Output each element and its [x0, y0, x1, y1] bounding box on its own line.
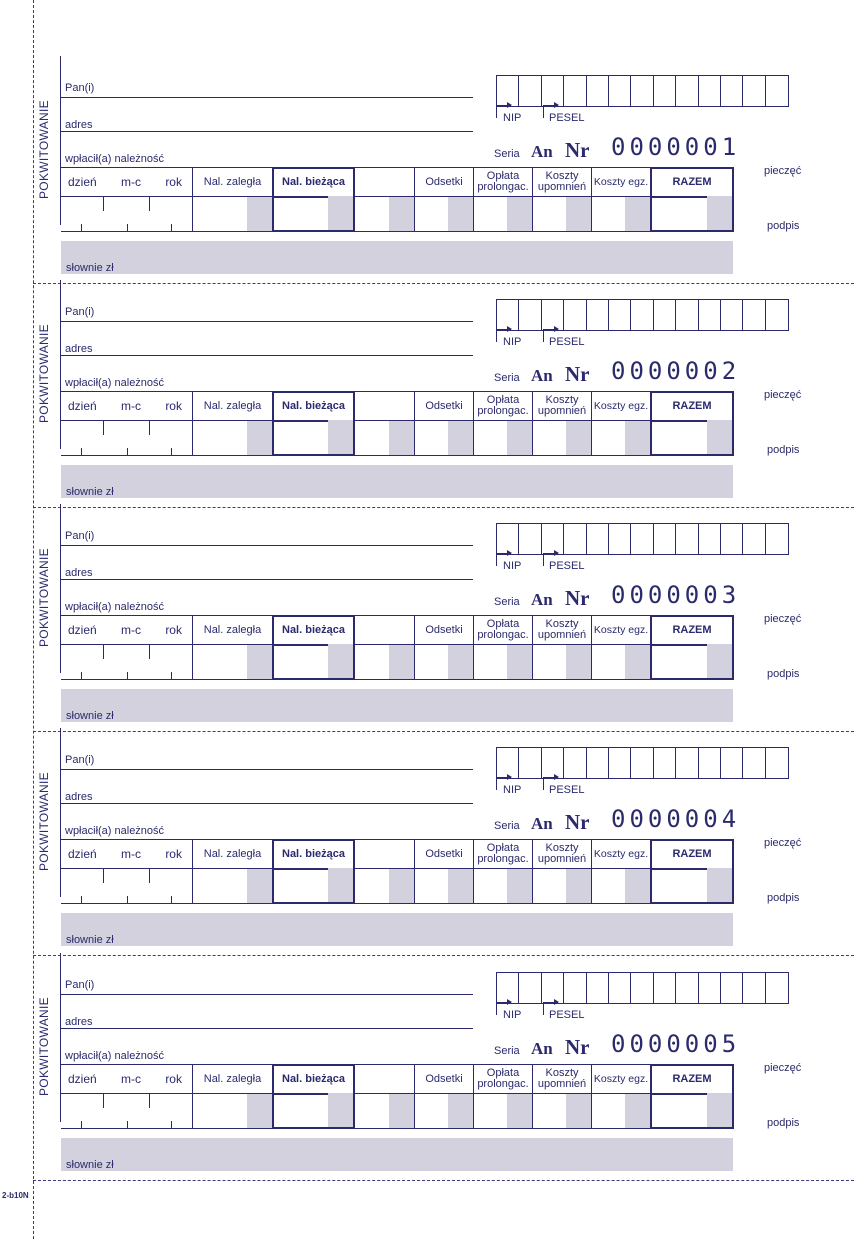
mc-label: m-c	[121, 846, 141, 861]
pesel-label: PESEL	[549, 336, 585, 348]
pesel-label: PESEL	[549, 784, 585, 796]
series-value: An	[531, 1039, 553, 1058]
seria-label: Seria	[494, 820, 520, 832]
dzien-label: dzień	[68, 846, 97, 861]
seria-label: Seria	[494, 596, 520, 608]
adres-field[interactable]	[61, 1028, 473, 1029]
nal-zalegla-cell[interactable]	[192, 167, 273, 232]
nip-pesel-grid[interactable]	[496, 523, 789, 555]
nip-pesel-grid[interactable]	[496, 299, 789, 331]
razem-cell[interactable]	[650, 391, 734, 456]
koszty-egz-label: Koszty egz.	[593, 623, 649, 636]
dzien-label: dzień	[68, 1071, 97, 1086]
receipt	[0, 0, 854, 274]
pesel-label: PESEL	[549, 112, 585, 124]
blank-cell[interactable]	[354, 167, 415, 232]
date-box[interactable]	[61, 615, 193, 680]
podpis-label: podpis	[767, 1117, 800, 1129]
blank-cell[interactable]	[354, 839, 415, 904]
koszty-egz-cell[interactable]	[591, 839, 651, 904]
pan-label: Pan(i)	[65, 82, 95, 94]
receipt-number: 0000005	[611, 1030, 741, 1058]
series-value: An	[531, 366, 553, 385]
pieczec-label: pieczęć	[764, 1062, 802, 1074]
date-tick	[81, 1121, 82, 1129]
pan-field[interactable]	[61, 769, 473, 770]
koszty-upomnien-label: Koszty upomnień	[537, 170, 587, 193]
series-value: An	[531, 814, 553, 833]
nal-biezaca-cell[interactable]	[272, 1064, 355, 1129]
receipt-title: POKWITOWANIE	[37, 997, 51, 1096]
nal-zalegla-cell[interactable]	[192, 1064, 273, 1129]
receipt-number: 0000004	[611, 805, 741, 833]
koszty-upomnien-cell[interactable]	[532, 167, 592, 232]
rok-label: rok	[165, 622, 182, 637]
nip-label: NIP	[503, 560, 522, 572]
nr-label: Nr	[565, 362, 590, 386]
rok-label: rok	[165, 1071, 182, 1086]
receipt	[0, 897, 854, 1171]
pan-field[interactable]	[61, 994, 473, 995]
receipt-number: 0000002	[611, 357, 741, 385]
adres-label: adres	[65, 567, 93, 579]
nip-label: NIP	[503, 112, 522, 124]
oplata-cell[interactable]	[473, 167, 533, 232]
pan-field[interactable]	[61, 97, 473, 98]
odsetki-cell[interactable]	[414, 1064, 474, 1129]
nr-label: Nr	[565, 138, 590, 162]
nal-biezaca-cell[interactable]	[272, 391, 355, 456]
odsetki-label: Odsetki	[425, 1072, 463, 1085]
koszty-egz-cell[interactable]	[591, 391, 651, 456]
odsetki-cell[interactable]	[414, 391, 474, 456]
odsetki-label: Odsetki	[425, 175, 463, 188]
slownie-label: słownie zł	[66, 1159, 114, 1171]
nip-pesel-grid[interactable]	[496, 75, 789, 107]
date-separator	[103, 421, 104, 435]
razem-label: RAZEM	[672, 624, 712, 636]
razem-cell[interactable]	[650, 839, 734, 904]
pan-field[interactable]	[61, 321, 473, 322]
nr-label: Nr	[565, 1035, 590, 1059]
nal-biezaca-label: Nal. bieżąca	[282, 1073, 345, 1085]
koszty-upomnien-cell[interactable]	[532, 1064, 592, 1129]
series-value: An	[531, 142, 553, 161]
podpis-label: podpis	[767, 444, 800, 456]
oplata-cell[interactable]	[473, 615, 533, 680]
date-tick	[127, 1121, 128, 1129]
koszty-egz-label: Koszty egz.	[593, 399, 649, 412]
nal-biezaca-label: Nal. bieżąca	[282, 848, 345, 860]
form-code: 2-b10N	[2, 1191, 29, 1200]
mc-label: m-c	[121, 398, 141, 413]
date-box[interactable]	[61, 391, 193, 456]
koszty-egz-label: Koszty egz.	[593, 175, 649, 188]
blank-cell[interactable]	[354, 615, 415, 680]
odsetki-label: Odsetki	[425, 623, 463, 636]
date-box[interactable]	[61, 1064, 193, 1129]
date-separator	[149, 197, 150, 211]
koszty-upomnien-cell[interactable]	[532, 839, 592, 904]
date-box[interactable]	[61, 167, 193, 232]
receipt-title: POKWITOWANIE	[37, 772, 51, 871]
odsetki-cell[interactable]	[414, 839, 474, 904]
adres-field[interactable]	[61, 803, 473, 804]
adres-label: adres	[65, 791, 93, 803]
blank-cell[interactable]	[354, 1064, 415, 1129]
mc-label: m-c	[121, 1071, 141, 1086]
razem-label: RAZEM	[672, 400, 712, 412]
nal-zalegla-label: Nal. zaległa	[203, 1072, 262, 1085]
oplata-label: Opłata prolongac.	[477, 618, 529, 641]
date-separator	[149, 645, 150, 659]
koszty-egz-label: Koszty egz.	[593, 1072, 649, 1085]
oplata-cell[interactable]	[473, 391, 533, 456]
oplata-cell[interactable]	[473, 839, 533, 904]
slownie-label: słownie zł	[66, 934, 114, 946]
mc-label: m-c	[121, 174, 141, 189]
razem-label: RAZEM	[672, 176, 712, 188]
date-separator	[149, 421, 150, 435]
receipt-number: 0000001	[611, 133, 741, 161]
oplata-label: Opłata prolongac.	[477, 842, 529, 865]
koszty-egz-label: Koszty egz.	[593, 847, 649, 860]
pieczec-label: pieczęć	[764, 613, 802, 625]
rok-label: rok	[165, 398, 182, 413]
podpis-label: podpis	[767, 668, 800, 680]
date-separator	[149, 869, 150, 883]
dzien-label: dzień	[68, 398, 97, 413]
odsetki-label: Odsetki	[425, 847, 463, 860]
receipt	[0, 448, 854, 722]
receipt-number: 0000003	[611, 581, 741, 609]
seria-label: Seria	[494, 372, 520, 384]
wplacil-label: wpłacił(a) należność	[65, 1050, 165, 1062]
nip-pesel-grid[interactable]	[496, 747, 789, 779]
receipt	[0, 672, 854, 946]
nip-label: NIP	[503, 1009, 522, 1021]
blank-cell[interactable]	[354, 391, 415, 456]
nal-biezaca-cell[interactable]	[272, 839, 355, 904]
adres-field[interactable]	[61, 355, 473, 356]
nal-zalegla-cell[interactable]	[192, 391, 273, 456]
koszty-upomnien-label: Koszty upomnień	[537, 842, 587, 865]
nal-zalegla-cell[interactable]	[192, 839, 273, 904]
horizontal-cut-line	[33, 1180, 854, 1181]
adres-label: adres	[65, 119, 93, 131]
receipt	[0, 224, 854, 498]
pan-label: Pan(i)	[65, 530, 95, 542]
podpis-label: podpis	[767, 892, 800, 904]
series-value: An	[531, 590, 553, 609]
receipt-title: POKWITOWANIE	[37, 100, 51, 199]
dzien-label: dzień	[68, 174, 97, 189]
date-tick	[171, 1121, 172, 1129]
odsetki-cell[interactable]	[414, 615, 474, 680]
razem-cell[interactable]	[650, 1064, 734, 1129]
pesel-label: PESEL	[549, 1009, 585, 1021]
nal-biezaca-label: Nal. bieżąca	[282, 400, 345, 412]
nal-biezaca-label: Nal. bieżąca	[282, 176, 345, 188]
rok-label: rok	[165, 846, 182, 861]
wplacil-label: wpłacił(a) należność	[65, 601, 165, 613]
podpis-label: podpis	[767, 220, 800, 232]
date-separator	[103, 645, 104, 659]
pan-label: Pan(i)	[65, 979, 95, 991]
adres-label: adres	[65, 1016, 93, 1028]
receipt-title: POKWITOWANIE	[37, 548, 51, 647]
koszty-egz-cell[interactable]	[591, 615, 651, 680]
nr-label: Nr	[565, 810, 590, 834]
receipt-title: POKWITOWANIE	[37, 324, 51, 423]
oplata-label: Opłata prolongac.	[477, 394, 529, 417]
adres-field[interactable]	[61, 131, 473, 132]
seria-label: Seria	[494, 1045, 520, 1057]
date-separator	[103, 1094, 104, 1108]
seria-label: Seria	[494, 148, 520, 160]
oplata-label: Opłata prolongac.	[477, 1067, 529, 1090]
date-separator	[103, 869, 104, 883]
adres-label: adres	[65, 343, 93, 355]
razem-cell[interactable]	[650, 615, 734, 680]
date-separator	[103, 197, 104, 211]
slownie-label: słownie zł	[66, 710, 114, 722]
rok-label: rok	[165, 174, 182, 189]
nal-biezaca-cell[interactable]	[272, 615, 355, 680]
razem-label: RAZEM	[672, 848, 712, 860]
koszty-upomnien-label: Koszty upomnień	[537, 1067, 587, 1090]
pieczec-label: pieczęć	[764, 389, 802, 401]
nal-biezaca-cell[interactable]	[272, 167, 355, 232]
koszty-upomnien-cell[interactable]	[532, 391, 592, 456]
wplacil-label: wpłacił(a) należność	[65, 377, 165, 389]
nip-label: NIP	[503, 336, 522, 348]
pan-label: Pan(i)	[65, 754, 95, 766]
nip-label: NIP	[503, 784, 522, 796]
nal-zalegla-label: Nal. zaległa	[203, 847, 262, 860]
pan-label: Pan(i)	[65, 306, 95, 318]
pesel-label: PESEL	[549, 560, 585, 572]
koszty-egz-cell[interactable]	[591, 167, 651, 232]
wplacil-label: wpłacił(a) należność	[65, 825, 165, 837]
odsetki-cell[interactable]	[414, 167, 474, 232]
date-separator	[149, 1094, 150, 1108]
slownie-label: słownie zł	[66, 486, 114, 498]
slownie-field[interactable]	[61, 1138, 733, 1171]
koszty-upomnien-label: Koszty upomnień	[537, 618, 587, 641]
oplata-cell[interactable]	[473, 1064, 533, 1129]
nal-zalegla-cell[interactable]	[192, 615, 273, 680]
slownie-label: słownie zł	[66, 262, 114, 274]
wplacil-label: wpłacił(a) należność	[65, 153, 165, 165]
pieczec-label: pieczęć	[764, 165, 802, 177]
adres-field[interactable]	[61, 579, 473, 580]
koszty-upomnien-cell[interactable]	[532, 615, 592, 680]
nal-zalegla-label: Nal. zaległa	[203, 175, 262, 188]
koszty-upomnien-label: Koszty upomnień	[537, 394, 587, 417]
nal-zalegla-label: Nal. zaległa	[203, 399, 262, 412]
date-box[interactable]	[61, 839, 193, 904]
nal-zalegla-label: Nal. zaległa	[203, 623, 262, 636]
koszty-egz-cell[interactable]	[591, 1064, 651, 1129]
razem-cell[interactable]	[650, 167, 734, 232]
razem-label: RAZEM	[672, 1073, 712, 1085]
nal-biezaca-label: Nal. bieżąca	[282, 624, 345, 636]
oplata-label: Opłata prolongac.	[477, 170, 529, 193]
pan-field[interactable]	[61, 545, 473, 546]
pieczec-label: pieczęć	[764, 837, 802, 849]
nr-label: Nr	[565, 586, 590, 610]
nip-pesel-grid[interactable]	[496, 972, 789, 1004]
mc-label: m-c	[121, 622, 141, 637]
odsetki-label: Odsetki	[425, 399, 463, 412]
dzien-label: dzień	[68, 622, 97, 637]
